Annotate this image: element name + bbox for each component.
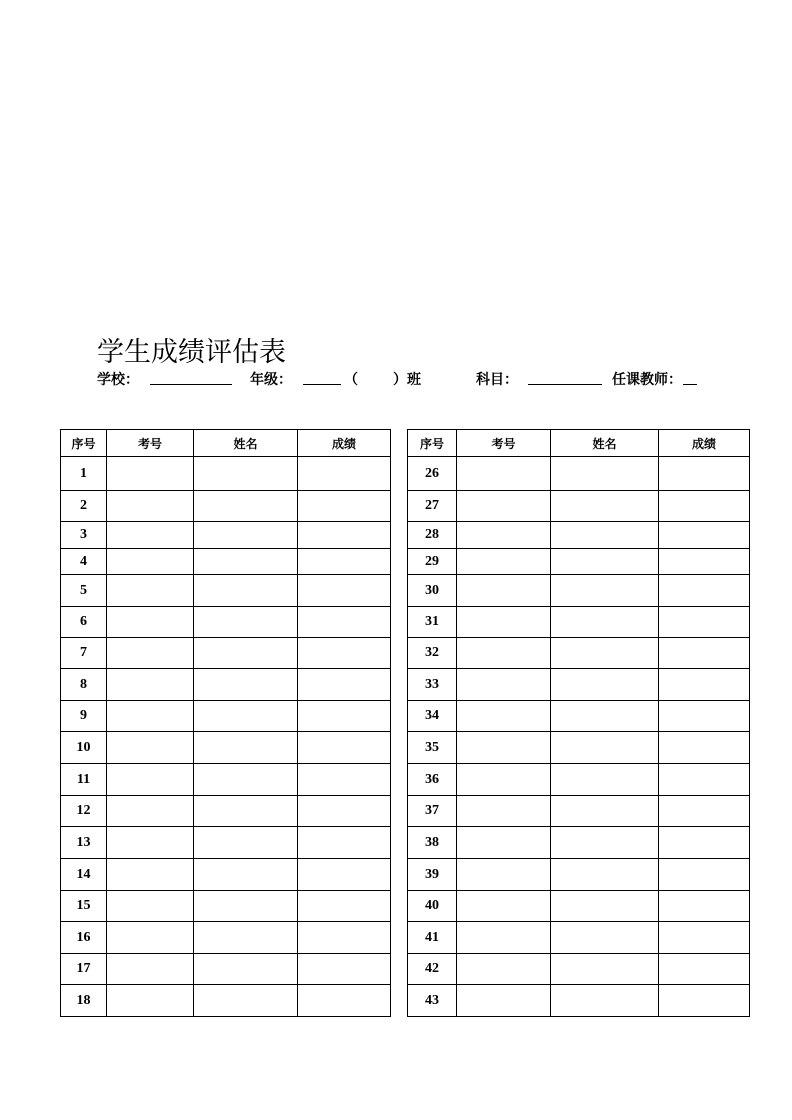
exam-no-cell[interactable] — [107, 607, 194, 638]
name-cell[interactable] — [551, 891, 659, 922]
score-cell[interactable] — [659, 522, 750, 549]
table-row — [408, 827, 750, 859]
score-cell[interactable] — [659, 549, 750, 575]
score-cell[interactable] — [298, 522, 391, 549]
score-cell[interactable] — [298, 859, 391, 891]
row-number: 40 — [408, 891, 457, 922]
name-cell[interactable] — [551, 607, 659, 638]
score-cell[interactable] — [659, 575, 750, 607]
row-number: 26 — [408, 457, 457, 491]
score-cell[interactable] — [298, 954, 391, 985]
row-number: 31 — [408, 607, 457, 638]
score-cell[interactable] — [298, 732, 391, 764]
table-row — [408, 522, 750, 549]
table-row — [61, 607, 391, 638]
name-cell[interactable] — [194, 607, 298, 638]
table-row — [61, 796, 391, 827]
name-cell[interactable] — [194, 701, 298, 732]
name-cell[interactable] — [551, 764, 659, 796]
name-cell[interactable] — [551, 954, 659, 985]
row-number: 30 — [408, 575, 457, 607]
score-cell[interactable] — [298, 922, 391, 954]
table-row — [408, 669, 750, 701]
row-number: 3 — [61, 522, 107, 549]
score-table-right — [407, 429, 750, 1017]
table-row — [408, 607, 750, 638]
row-number: 7 — [61, 638, 107, 669]
exam-no-cell[interactable] — [107, 701, 194, 732]
score-cell[interactable] — [298, 985, 391, 1017]
exam-no-cell[interactable] — [107, 922, 194, 954]
exam-no-cell[interactable] — [107, 954, 194, 985]
class-open-paren: （ — [344, 372, 358, 388]
score-cell[interactable] — [298, 638, 391, 669]
name-cell[interactable] — [194, 669, 298, 701]
score-cell[interactable] — [298, 607, 391, 638]
exam-no-cell[interactable] — [107, 732, 194, 764]
row-number: 28 — [408, 522, 457, 549]
name-cell[interactable] — [194, 522, 298, 549]
table-row — [408, 891, 750, 922]
name-cell[interactable] — [194, 827, 298, 859]
exam-no-cell[interactable] — [457, 764, 551, 796]
exam-no-cell[interactable] — [457, 732, 551, 764]
score-cell[interactable] — [659, 891, 750, 922]
row-number: 39 — [408, 859, 457, 891]
header-score: 成绩 — [659, 430, 750, 457]
exam-no-cell[interactable] — [107, 796, 194, 827]
teacher-blank[interactable] — [683, 384, 697, 385]
row-number: 8 — [61, 669, 107, 701]
exam-no-cell[interactable] — [457, 607, 551, 638]
table-row — [408, 859, 750, 891]
name-cell[interactable] — [194, 638, 298, 669]
row-number: 17 — [61, 954, 107, 985]
table-row — [61, 638, 391, 669]
row-number: 11 — [61, 764, 107, 796]
exam-no-cell[interactable] — [107, 522, 194, 549]
score-cell[interactable] — [298, 827, 391, 859]
table-row — [61, 891, 391, 922]
row-number: 10 — [61, 732, 107, 764]
score-cell[interactable] — [659, 638, 750, 669]
score-cell[interactable] — [298, 669, 391, 701]
table-row — [61, 732, 391, 764]
exam-no-cell[interactable] — [107, 985, 194, 1017]
table-row — [61, 827, 391, 859]
row-number: 15 — [61, 891, 107, 922]
score-cell[interactable] — [659, 669, 750, 701]
name-cell[interactable] — [194, 796, 298, 827]
table-row — [61, 764, 391, 796]
score-cell[interactable] — [298, 764, 391, 796]
header-exam-no: 考号 — [107, 430, 194, 457]
table-row — [61, 701, 391, 732]
page-title: 学生成绩评估表 — [97, 337, 286, 368]
score-cell[interactable] — [659, 457, 750, 491]
name-cell[interactable] — [551, 922, 659, 954]
name-cell[interactable] — [194, 954, 298, 985]
name-cell[interactable] — [194, 457, 298, 491]
table-row — [408, 922, 750, 954]
row-number: 29 — [408, 549, 457, 575]
exam-no-cell[interactable] — [457, 985, 551, 1017]
header-name: 姓名 — [194, 430, 298, 457]
row-number: 1 — [61, 457, 107, 491]
name-cell[interactable] — [551, 575, 659, 607]
name-cell[interactable] — [551, 827, 659, 859]
row-number: 5 — [61, 575, 107, 607]
subject-label: 科目： — [476, 372, 518, 388]
name-cell[interactable] — [194, 575, 298, 607]
exam-no-cell[interactable] — [457, 827, 551, 859]
table-row — [61, 985, 391, 1017]
header-exam-no: 考号 — [457, 430, 551, 457]
exam-no-cell[interactable] — [107, 549, 194, 575]
exam-no-cell[interactable] — [457, 669, 551, 701]
score-cell[interactable] — [298, 796, 391, 827]
exam-no-cell[interactable] — [457, 457, 551, 491]
exam-no-cell[interactable] — [457, 522, 551, 549]
name-cell[interactable] — [551, 549, 659, 575]
score-cell[interactable] — [659, 732, 750, 764]
table-row — [408, 796, 750, 827]
table-row — [408, 638, 750, 669]
row-number: 13 — [61, 827, 107, 859]
row-number: 42 — [408, 954, 457, 985]
exam-no-cell[interactable] — [107, 491, 194, 522]
exam-no-cell[interactable] — [107, 827, 194, 859]
name-cell[interactable] — [551, 638, 659, 669]
exam-no-cell[interactable] — [107, 457, 194, 491]
subject-blank[interactable] — [528, 384, 602, 385]
table-row — [61, 491, 391, 522]
score-cell[interactable] — [659, 764, 750, 796]
school-label: 学校： — [97, 372, 139, 388]
exam-no-cell[interactable] — [107, 764, 194, 796]
exam-no-cell[interactable] — [457, 491, 551, 522]
row-number: 38 — [408, 827, 457, 859]
name-cell[interactable] — [551, 522, 659, 549]
row-number: 36 — [408, 764, 457, 796]
exam-no-cell[interactable] — [457, 954, 551, 985]
grade-label: 年级： — [250, 372, 292, 388]
name-cell[interactable] — [194, 491, 298, 522]
table-row — [408, 549, 750, 575]
row-number: 37 — [408, 796, 457, 827]
score-cell[interactable] — [659, 796, 750, 827]
row-number: 4 — [61, 549, 107, 575]
class-label: ）班 — [393, 372, 421, 388]
score-cell[interactable] — [659, 491, 750, 522]
school-blank[interactable] — [150, 384, 232, 385]
name-cell[interactable] — [194, 922, 298, 954]
table-row — [61, 549, 391, 575]
row-number: 34 — [408, 701, 457, 732]
score-cell[interactable] — [298, 701, 391, 732]
row-number: 33 — [408, 669, 457, 701]
row-number: 14 — [61, 859, 107, 891]
score-cell[interactable] — [659, 922, 750, 954]
score-cell[interactable] — [298, 549, 391, 575]
table-row — [61, 859, 391, 891]
name-cell[interactable] — [194, 985, 298, 1017]
score-cell[interactable] — [659, 954, 750, 985]
table-row — [408, 575, 750, 607]
table-row — [408, 985, 750, 1017]
header-score: 成绩 — [298, 430, 391, 457]
row-number: 6 — [61, 607, 107, 638]
score-table-left — [60, 429, 391, 1017]
row-number: 18 — [61, 985, 107, 1017]
score-cell[interactable] — [659, 859, 750, 891]
name-cell[interactable] — [551, 796, 659, 827]
name-cell[interactable] — [194, 549, 298, 575]
name-cell[interactable] — [551, 732, 659, 764]
score-cell[interactable] — [298, 491, 391, 522]
name-cell[interactable] — [194, 891, 298, 922]
table-row — [61, 457, 391, 491]
score-cell[interactable] — [298, 575, 391, 607]
name-cell[interactable] — [551, 985, 659, 1017]
score-cell[interactable] — [659, 607, 750, 638]
name-cell[interactable] — [194, 732, 298, 764]
exam-no-cell[interactable] — [107, 638, 194, 669]
table-row — [408, 701, 750, 732]
exam-no-cell[interactable] — [457, 638, 551, 669]
table-row — [61, 922, 391, 954]
name-cell[interactable] — [551, 491, 659, 522]
exam-no-cell[interactable] — [457, 922, 551, 954]
table-row — [61, 575, 391, 607]
row-number: 41 — [408, 922, 457, 954]
name-cell[interactable] — [551, 859, 659, 891]
table-row — [408, 491, 750, 522]
exam-no-cell[interactable] — [457, 549, 551, 575]
exam-no-cell[interactable] — [107, 859, 194, 891]
score-cell[interactable] — [659, 985, 750, 1017]
exam-no-cell[interactable] — [107, 575, 194, 607]
exam-no-cell[interactable] — [457, 575, 551, 607]
score-cell[interactable] — [659, 701, 750, 732]
exam-no-cell[interactable] — [457, 701, 551, 732]
row-number: 35 — [408, 732, 457, 764]
header-seq: 序号 — [408, 430, 457, 457]
row-number: 2 — [61, 491, 107, 522]
table-row — [61, 669, 391, 701]
table-row — [408, 732, 750, 764]
row-number: 9 — [61, 701, 107, 732]
name-cell[interactable] — [551, 669, 659, 701]
name-cell[interactable] — [194, 859, 298, 891]
grade-blank[interactable] — [303, 384, 341, 385]
header-seq: 序号 — [61, 430, 107, 457]
row-number: 43 — [408, 985, 457, 1017]
table-row — [408, 457, 750, 491]
row-number: 12 — [61, 796, 107, 827]
table-row — [61, 954, 391, 985]
score-cell[interactable] — [659, 827, 750, 859]
name-cell[interactable] — [551, 701, 659, 732]
exam-no-cell[interactable] — [457, 796, 551, 827]
score-cell[interactable] — [298, 891, 391, 922]
score-cell[interactable] — [298, 457, 391, 491]
row-number: 27 — [408, 491, 457, 522]
table-row — [61, 522, 391, 549]
header-name: 姓名 — [551, 430, 659, 457]
table-row — [408, 764, 750, 796]
row-number: 32 — [408, 638, 457, 669]
name-cell[interactable] — [194, 764, 298, 796]
row-number: 16 — [61, 922, 107, 954]
exam-no-cell[interactable] — [457, 859, 551, 891]
exam-no-cell[interactable] — [457, 891, 551, 922]
exam-no-cell[interactable] — [107, 669, 194, 701]
exam-no-cell[interactable] — [107, 891, 194, 922]
teacher-label: 任课教师： — [612, 372, 682, 388]
table-row — [408, 954, 750, 985]
name-cell[interactable] — [551, 457, 659, 491]
